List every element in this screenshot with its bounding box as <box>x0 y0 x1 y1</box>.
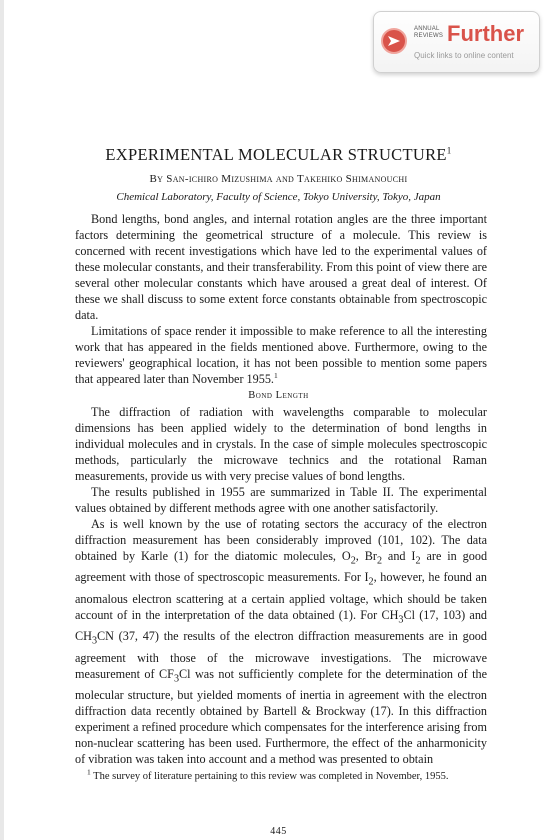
further-subtitle: Quick links to online content <box>414 51 514 60</box>
affiliation-line: Chemical Laboratory, Faculty of Science, Tokyo University, Tokyo, Japan <box>116 191 441 203</box>
further-logo-icon <box>381 28 407 54</box>
footnote: $^1$ The survey of literature pertaining to this review was completed in November, 1955. <box>87 767 449 782</box>
section-heading-bond-length: Bond Length <box>248 390 309 401</box>
intro-paragraph-2: Limitations of space render it impossible to make reference to all the interesting work that has appeared in the fields mentioned above. Furthermore, owing to the reviewers' geographical location, it has not been possible to mention some papers that appeared later than November 1955.$^1$ <box>75 324 487 386</box>
section-paragraph-1: The diffraction of radiation with wavelengths comparable to molecular dimensions has been applied widely to the determination of bond lengths in individual molecules and in crystals. In the case of simple molecules spectroscopic methods, particularly the microwave technics and the rotational Raman measurements, provide us with very precise values of bond lengths. <box>75 405 487 483</box>
section-paragraph-3: As is well known by the use of rotating sectors the accuracy of the electron diffraction measurement has been considerably improved (101, 102). The data obtained by Karle (1) for the diatomic molecules, $O_2$, $Br_2$ and $I_2$ are in good agreement with those of spectroscopic measurements. For $I_2$, however, he found an anomalous electron scattering at a certain applied voltage, which should be taken account of in the interpretation of the data obtained (1). For $CH_3Cl$ (17, 103) and $CH_3CN$ (37, 47) the results of the electron diffraction measurements are in good agreement with those of the microwave investigations. The microwave measurement of $CF_3Cl$ was not sufficiently complete for the determination of the molecular structure, but yielded moments of inertia in agreement with the electron diffraction data recently obtained by Bartell & Brockway (17). In this diffraction experiment a refined procedure which compensates for the interference arising from non-nuclear scattering has been used. Furthermore, the effect of the anharmonicity of vibration was taken into account and a method was presented to obtain <box>75 517 488 767</box>
title-footnote-mark: 1 <box>446 145 452 156</box>
section-paragraph-2: The results published in 1955 are summarized in Table II. The experimental values obtained by different methods agree with one another satisfactorily. <box>75 485 487 515</box>
intro-paragraph-1: Bond lengths, bond angles, and internal rotation angles are the three important factors determining the geometrical structure of a molecule. This review is concerned with recent investigations which have led to the experimental values of these molecular constants, and their transferability. From this point of view there are several other molecular constants which have aroused a great deal of interest. Of these we shall discuss to some extent force constants obtainable from spectroscopic data. <box>75 212 487 322</box>
article-title: EXPERIMENTAL MOLECULAR STRUCTURE$^1$ <box>105 145 452 164</box>
page-edge <box>0 0 4 840</box>
annual-reviews-brand: ANNUAL REVIEWS <box>414 26 444 39</box>
bond-length-section <box>75 404 487 767</box>
further-badge[interactable] <box>373 11 540 73</box>
author-line: By San-ichiro Mizushima and Takehiko Shimanouchi <box>149 173 408 185</box>
introduction <box>75 211 487 387</box>
footnote-mark: 1 <box>87 767 91 777</box>
further-label: Further <box>447 21 524 46</box>
page-number: 445 <box>270 826 287 837</box>
